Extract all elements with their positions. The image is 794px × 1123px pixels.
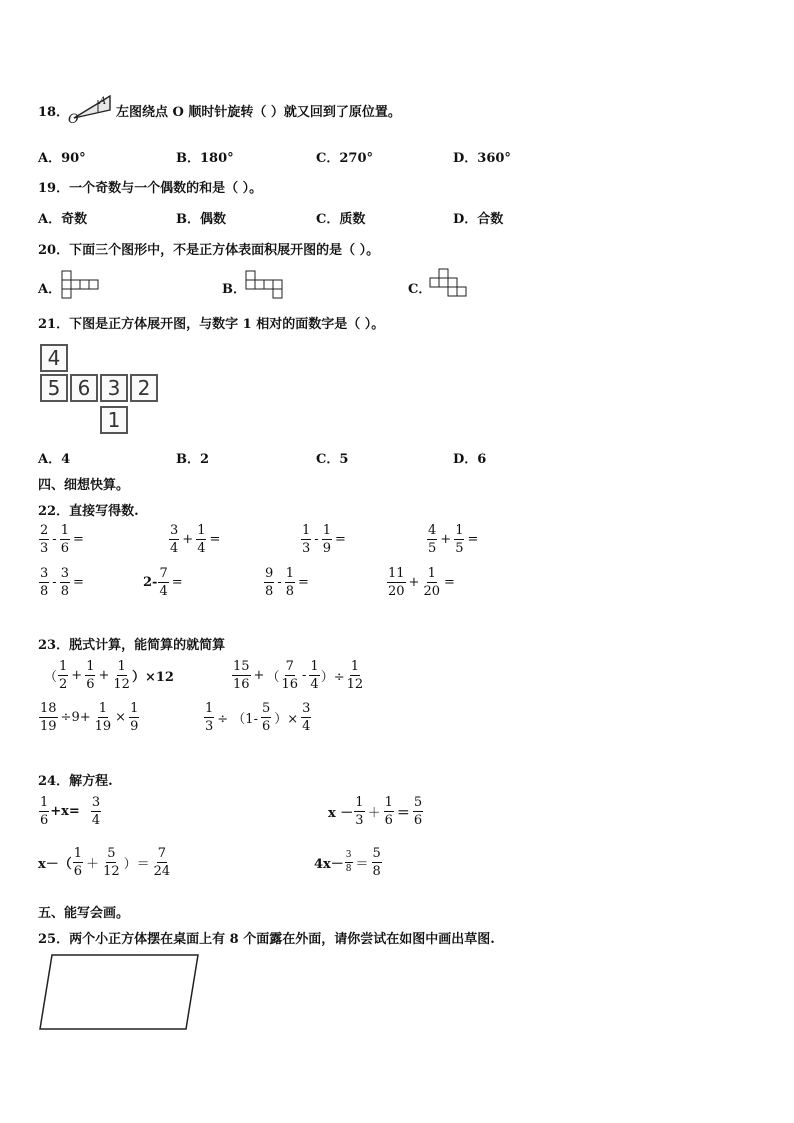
q23-expr-1: （ $\frac{1}{2}$ + $\frac{1}{6}$ + $\frac{1}{12}$ ）×12 <box>44 659 174 692</box>
q24-equation-2: x － $\frac{1}{3}$ ＋ $\frac{1}{6}$ ＝ $\frac{5}{6}$ <box>328 795 423 828</box>
q18-triangle-figure <box>68 90 114 124</box>
q22-item-6: 2- $\frac{7}{4}$ = <box>143 566 183 599</box>
q22-item-7: $\frac{9}{8}$ - $\frac{1}{8}$ = <box>265 566 309 599</box>
q20-option-b[interactable]: B． <box>222 282 246 297</box>
q21-option-b[interactable]: B．2 <box>176 452 210 467</box>
net-face-2: 2 <box>130 374 158 402</box>
net-face-3: 3 <box>100 374 128 402</box>
section-four-title: 四、细想快算。 <box>38 478 130 493</box>
q22-stem: 22．直接写得数. <box>38 504 139 519</box>
q18-option-c[interactable]: C．270° <box>316 151 373 166</box>
q19-stem: 19．一个奇数与一个偶数的和是（ ）。 <box>38 181 263 196</box>
q20-option-a[interactable]: A． <box>38 282 62 297</box>
q18-stem: 左图绕点 O 顺时针旋转（ ）就又回到了原位置。 <box>116 105 401 120</box>
q24-equation-4: 4x－ $\frac{3}{8}$ ＝ $\frac{5}{8}$ <box>314 846 381 879</box>
net-face-5: 5 <box>40 374 68 402</box>
q23-stem: 23．脱式计算，能简算的就简算 <box>38 638 226 653</box>
q24-equation-3: x－（ $\frac{1}{6}$ ＋ $\frac{5}{12}$ ）＝ $\frac{7}{24}$ <box>38 846 171 879</box>
q21-cube-net <box>40 344 164 440</box>
q23-expr-4: $\frac{1}{3}$ ÷ （1- $\frac{5}{6}$ ）× $\frac{3}{4}$ <box>205 701 311 734</box>
q20-stem: 20．下面三个图形中，不是正方体表面积展开图的是（ ）。 <box>38 243 380 258</box>
q19-option-a[interactable]: A．奇数 <box>38 212 88 227</box>
q24-stem: 24．解方程. <box>38 774 113 789</box>
q21-option-d[interactable]: D．6 <box>453 452 487 467</box>
q20-net-a-figure <box>60 270 104 300</box>
q22-item-5: $\frac{3}{8}$ - $\frac{3}{8}$ = <box>40 566 84 599</box>
q20-net-b-figure <box>244 270 288 300</box>
q21-option-c[interactable]: C．5 <box>316 452 349 467</box>
q23-expr-3: $\frac{18}{19}$ ÷9+ $\frac{1}{19}$ × $\frac{1}{9}$ <box>40 701 139 734</box>
q25-drawing-parallelogram[interactable] <box>38 953 202 1033</box>
q18-point-a: A <box>99 96 107 107</box>
q20-option-c[interactable]: C． <box>408 282 432 297</box>
section-five-title: 五、能写会画。 <box>38 906 130 921</box>
net-face-6: 6 <box>70 374 98 402</box>
q18-number: 18． <box>38 105 70 120</box>
q20-net-c-figure <box>428 268 474 300</box>
q19-option-d[interactable]: D．合数 <box>453 212 504 227</box>
q22-item-4: $\frac{4}{5}$ + $\frac{1}{5}$ = <box>428 523 479 556</box>
q18-option-d[interactable]: D．360° <box>453 151 511 166</box>
q25-stem: 25．两个小正方体摆在桌面上有 8 个面露在外面，请你尝试在如图中画出草图. <box>38 932 495 947</box>
net-face-1: 1 <box>100 406 128 434</box>
q19-option-b[interactable]: B．偶数 <box>176 212 226 227</box>
q23-expr-2: $\frac{15}{16}$ + （ $\frac{7}{16}$ - $\frac{1}{4}$ ）÷ $\frac{1}{12}$ <box>233 659 364 692</box>
q22-item-1: $\frac{2}{3}$ - $\frac{1}{6}$ = <box>40 523 84 556</box>
q19-option-c[interactable]: C．质数 <box>316 212 366 227</box>
q24-equation-1: $\frac{1}{6}$ +x= $\frac{3}{4}$ <box>40 795 101 828</box>
q18-option-a[interactable]: A．90° <box>38 151 86 166</box>
q18-option-b[interactable]: B．180° <box>176 151 234 166</box>
q22-item-3: $\frac{1}{3}$ - $\frac{1}{9}$ = <box>302 523 346 556</box>
q21-option-a[interactable]: A．4 <box>38 452 71 467</box>
q22-item-8: $\frac{11}{20}$ + $\frac{1}{20}$ = <box>388 566 455 599</box>
q21-stem: 21．下图是正方体展开图，与数字 1 相对的面数字是（ ）。 <box>38 317 385 332</box>
net-face-4: 4 <box>40 344 68 372</box>
q22-item-2: $\frac{3}{4}$ + $\frac{1}{4}$ = <box>170 523 221 556</box>
q18-point-o: O <box>68 112 79 124</box>
